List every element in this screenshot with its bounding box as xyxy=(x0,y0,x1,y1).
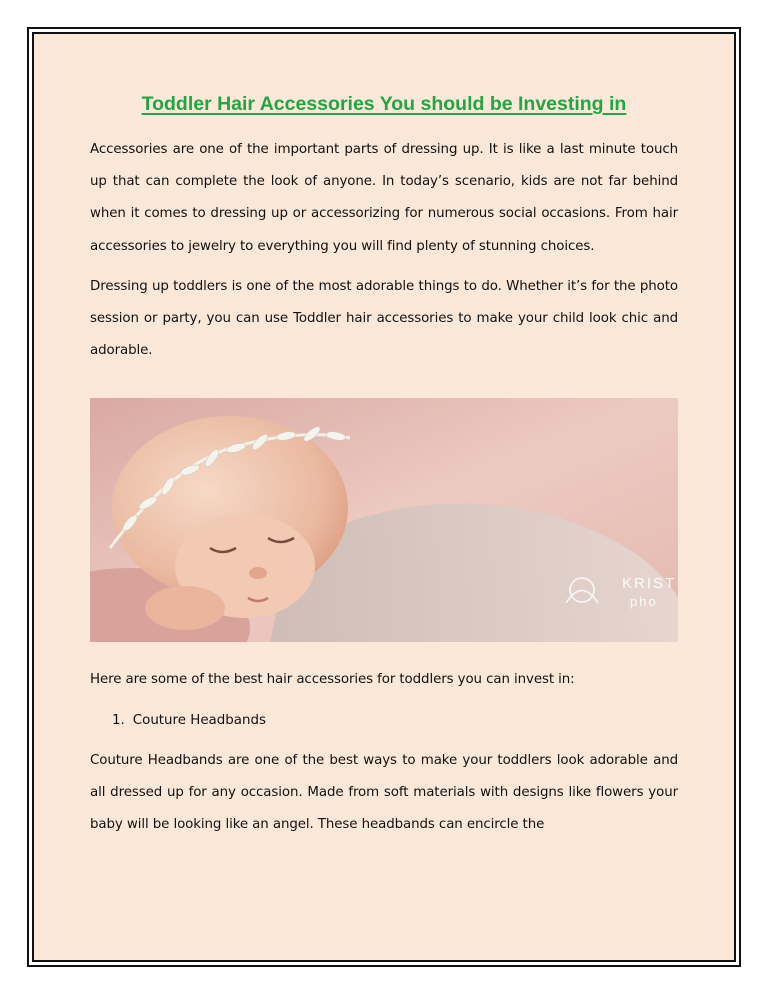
baby-nose xyxy=(249,567,267,579)
list-intro: Here are some of the best hair accessories for toddlers you can invest in: xyxy=(90,672,575,688)
paragraph-couture-headbands: Couture Headbands are one of the best ways to make your toddlers look adorable and all dressed up for any occasion. Made from soft materials with designs like flowers your baby will be looking like an angel. These headbands can encircle the xyxy=(90,752,678,833)
document-content xyxy=(90,88,678,849)
watermark-text-line2: pho xyxy=(630,594,658,610)
list-item-label: Couture Headbands xyxy=(132,712,266,728)
accessories-list xyxy=(90,705,678,737)
watermark-text-line1: KRIST xyxy=(622,575,677,593)
document-title: Toddler Hair Accessories You should be Investing in xyxy=(141,93,627,115)
baby-illustration xyxy=(90,398,678,642)
paragraph-intro: Accessories are one of the important parts of dressing up. It is like a last minute touch up that can complete the look of anyone. In today’s scenario, kids are not far behind when it comes to dressing up or accessorizing for numerous social occasions. From hair accessories to jewelry to everything you will find plenty of stunning choices. xyxy=(90,142,678,254)
list-item-number: 1. xyxy=(112,712,125,728)
baby-hand xyxy=(145,586,225,630)
paragraph-dressing-up: Dressing up toddlers is one of the most adorable things to do. Whether it’s for the photo session or party, you can use Toddler hair accessories to make your child look chic and adorable. xyxy=(90,278,678,359)
baby-headband-photo xyxy=(90,398,678,642)
list-item xyxy=(112,705,678,737)
